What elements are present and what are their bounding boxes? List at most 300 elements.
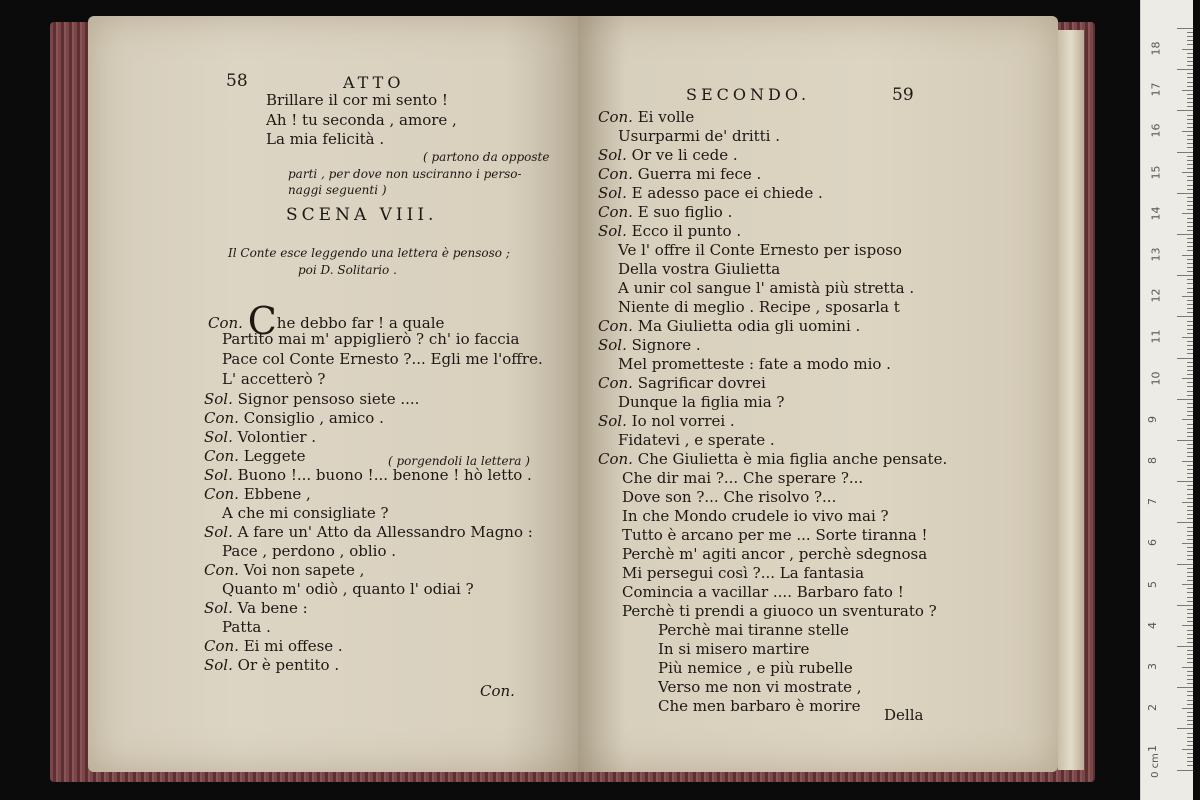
ruler-tick [1187,568,1193,569]
line-text: Sagrificar dovrei [637,374,766,392]
ruler-tick [1187,102,1193,103]
stage-direction: ( partono da opposte [423,150,550,164]
ruler-tick [1187,745,1193,746]
dialogue-line [598,165,761,183]
ruler-tick [1187,424,1193,425]
verse-line: Che men barbaro è morire [658,697,861,715]
speaker-label: Sol. [204,466,233,484]
ruler-number: 3 [1146,663,1159,670]
line-text: Ma Giulietta odia gli uomini . [637,317,861,335]
ruler-tick [1182,625,1193,626]
dialogue-line: Partito mai m' appiglierò ? ch' io faccia [222,330,520,348]
dialogue-line: Quanto m' odiò , quanto l' odiai ? [222,580,474,598]
ruler-tick [1177,605,1193,606]
verse-line: Più nemice , e più rubelle [658,659,853,677]
line-text: E adesso pace ei chiede . [631,184,823,202]
ruler-tick [1187,407,1193,408]
ruler-tick [1182,213,1193,214]
ruler-tick [1187,98,1193,99]
ruler-tick [1187,671,1193,672]
line-text: Or ve li cede . [631,146,738,164]
ruler-tick [1187,218,1193,219]
speaker-label: Sol. [598,222,627,240]
line-text: Ei mi offese . [243,637,343,655]
ruler-tick [1177,481,1193,482]
ruler-tick [1187,452,1193,453]
ruler-tick [1187,650,1193,651]
speaker-label: Sol. [598,336,627,354]
ruler-tick [1187,304,1193,305]
ruler-tick [1187,634,1193,635]
dialogue-line [598,450,947,468]
dialogue-line [204,428,316,446]
ruler-tick [1182,543,1193,544]
ruler-tick [1187,489,1193,490]
dialogue-line [204,447,306,465]
dialogue-line [598,203,732,221]
dialogue-line [598,184,823,202]
ruler-tick [1187,168,1193,169]
speaker-label: Sol. [204,599,233,617]
ruler-tick [1187,143,1193,144]
ruler-tick [1187,695,1193,696]
dialogue-line: Tutto è arcano per me ... Sorte tiranna ! [622,526,928,544]
ruler-tick [1187,73,1193,74]
ruler-tick [1187,386,1193,387]
ruler-tick [1187,757,1193,758]
ruler-tick [1177,440,1193,441]
ruler-tick [1182,172,1193,173]
ruler-tick [1177,152,1193,153]
ruler-tick [1187,271,1193,272]
line-text: Che Giulietta è mia figlia anche pensate. [637,450,948,468]
speaker-label: Con. [598,165,633,183]
speaker-label: Con. [598,450,633,468]
ruler-tick [1187,531,1193,532]
speaker-label: Sol. [204,523,233,541]
line-text: Volontier . [237,428,317,446]
ruler-tick [1187,675,1193,676]
ruler-number: 18 [1149,41,1163,56]
ruler-tick [1187,753,1193,754]
dialogue-line [204,637,343,655]
ruler-tick [1187,597,1193,598]
ruler-tick [1187,539,1193,540]
ruler-tick [1187,382,1193,383]
ruler-tick [1187,180,1193,181]
ruler-tick [1187,292,1193,293]
ruler-tick [1187,135,1193,136]
speaker-label: Con. [204,561,239,579]
line-text: Signor pensoso siete .... [237,390,420,408]
ruler-tick [1187,156,1193,157]
ruler-number: 8 [1146,457,1159,464]
ruler-tick [1187,555,1193,556]
left-page [88,16,578,772]
ruler-tick [1187,527,1193,528]
speaker-label: Sol. [204,390,233,408]
speaker-label: Con. [204,409,239,427]
ruler-tick [1187,279,1193,280]
ruler-tick [1177,110,1193,111]
ruler-tick [1187,263,1193,264]
ruler-tick [1177,234,1193,235]
ruler-tick [1187,333,1193,334]
ruler-tick [1187,370,1193,371]
ruler-tick [1187,86,1193,87]
ruler-tick [1187,119,1193,120]
ruler-number: 7 [1146,498,1159,506]
right-page [578,16,1058,772]
ruler-tick [1187,312,1193,313]
speaker-label: Sol. [598,184,627,202]
speaker-label: Sol. [204,428,233,446]
ruler-tick [1187,123,1193,124]
ruler-tick [1182,419,1193,420]
stage-direction: parti , per dove non usciranno i perso- [288,167,522,181]
ruler-tick [1187,514,1193,515]
dialogue-line [204,390,419,408]
ruler-tick [1187,617,1193,618]
ruler-tick [1187,164,1193,165]
ruler-tick [1187,588,1193,589]
dialogue-line: Fidatevi , e sperate . [618,431,775,449]
line-text: Or è pentito . [237,656,340,674]
dialogue-line: Perchè ti prendi a giuoco un sventurato ? [622,602,937,620]
verse-line: Brillare il cor mi sento ! [266,91,448,109]
ruler-tick [1187,465,1193,466]
speaker-label: Con. [598,317,633,335]
stage-direction: poi D. Solitario . [298,263,397,277]
ruler-tick [1187,65,1193,66]
ruler-tick [1187,683,1193,684]
ruler-tick [1187,77,1193,78]
ruler-tick [1187,506,1193,507]
ruler-tick [1182,337,1193,338]
ruler-tick [1187,716,1193,717]
ruler-tick [1182,584,1193,585]
ruler-tick [1187,283,1193,284]
ruler-tick [1187,613,1193,614]
ruler-tick [1187,353,1193,354]
dialogue-line: Mel prometteste : fate a modo mio . [618,355,891,373]
ruler-tick [1187,230,1193,231]
ruler-number: 13 [1149,247,1163,262]
ruler-tick [1187,765,1193,766]
ruler-tick [1187,572,1193,573]
dialogue-line: Della vostra Giulietta [618,260,781,278]
speaker-label: Sol. [204,656,233,674]
ruler-tick [1187,592,1193,593]
ruler-tick [1187,510,1193,511]
stage-direction: Il Conte esce leggendo una lettera è pensoso ; [228,246,510,260]
ruler-number: 11 [1149,329,1163,344]
line-text: Voi non sapete , [243,561,365,579]
ruler-number: 12 [1149,288,1163,303]
ruler-tick [1187,411,1193,412]
speaker-label: Con. [204,637,239,655]
ruler-tick [1182,749,1193,750]
line-text: Io nol vorrei . [631,412,735,430]
ruler-tick [1187,259,1193,260]
line-text: he debbo far ! a quale [276,314,445,332]
ruler-tick [1187,53,1193,54]
verse-line: Verso me non vi mostrate , [658,678,862,696]
ruler-tick [1187,621,1193,622]
dialogue-line [598,222,741,240]
scene-heading: SCENA VIII. [286,205,438,225]
ruler-tick [1187,325,1193,326]
ruler-tick [1177,193,1193,194]
line-text: Guerra mi fece . [637,165,762,183]
ruler-tick [1177,275,1193,276]
ruler-tick [1187,242,1193,243]
ruler-tick [1187,700,1193,701]
ruler-tick [1187,82,1193,83]
ruler-tick [1187,115,1193,116]
ruler-tick [1187,160,1193,161]
dialogue-line [598,374,766,392]
verse-line: In si misero martire [658,640,810,658]
speaker-label: Con. [598,108,633,126]
dialogue-line: Pace col Conte Ernesto ?... Egli me l'offre. [222,350,543,368]
line-text: Ecco il punto . [631,222,742,240]
verse-line: Perchè mai tiranne stelle [658,621,849,639]
ruler-tick [1187,147,1193,148]
ruler-tick [1187,498,1193,499]
dialogue-line: Comincia a vacillar .... Barbaro fato ! [622,583,904,601]
page-number-right: 59 [892,85,914,105]
ruler-tick [1187,415,1193,416]
ruler-tick [1177,69,1193,70]
ruler-tick [1177,316,1193,317]
ruler-tick [1187,712,1193,713]
ruler-tick [1187,535,1193,536]
ruler-tick [1187,741,1193,742]
ruler-tick [1187,654,1193,655]
ruler-tick [1187,366,1193,367]
dialogue-line [598,412,735,430]
ruler-tick [1177,687,1193,688]
ruler-number: 9 [1146,415,1159,423]
ruler-number: 5 [1146,580,1159,588]
ruler-tick [1187,448,1193,449]
speaker-label: Con. [598,374,633,392]
dialogue-line: Mi persegui così ?... La fantasia [622,564,865,582]
dialogue-line [204,466,532,484]
dialogue-line: L' accetterò ? [222,370,326,388]
verse-line: Ah ! tu seconda , amore , [266,111,457,129]
ruler-number: 6 [1146,539,1159,547]
ruler-number: 1 [1146,745,1159,753]
dialogue-line: In che Mondo crudele io vivo mai ? [622,507,889,525]
catchword: Della [884,706,924,724]
ruler-tick [1187,477,1193,478]
ruler-tick [1187,57,1193,58]
dialogue-line: A che mi consigliate ? [222,504,389,522]
line-text: Signore . [631,336,701,354]
ruler-tick [1182,461,1193,462]
dialogue-line [204,409,384,427]
ruler-number: 4 [1146,621,1159,629]
ruler-tick [1187,288,1193,289]
measuring-ruler [1140,0,1193,800]
ruler-tick [1187,222,1193,223]
ruler-tick [1187,106,1193,107]
speaker-label: Sol. [598,412,627,430]
ruler-tick [1187,580,1193,581]
ruler-tick [1177,728,1193,729]
ruler-tick [1187,547,1193,548]
ruler-tick [1187,679,1193,680]
line-text: Ebbene , [243,485,311,503]
ruler-tick [1187,737,1193,738]
dialogue-line: Dove son ?... Che risolvo ?... [622,488,837,506]
ruler-tick [1187,576,1193,577]
ruler-tick [1182,255,1193,256]
dialogue-line [598,317,860,335]
ruler-tick [1187,246,1193,247]
ruler-tick [1187,374,1193,375]
ruler-number: 14 [1149,206,1163,221]
dialogue-line: Ve l' offre il Conte Ernesto per isposo [618,241,902,259]
ruler-tick [1187,609,1193,610]
ruler-tick [1182,502,1193,503]
drop-cap: C [247,299,277,343]
ruler-tick [1187,733,1193,734]
ruler-tick [1187,638,1193,639]
ruler-tick [1187,250,1193,251]
ruler-tick [1182,708,1193,709]
ruler-tick [1187,444,1193,445]
ruler-tick [1187,40,1193,41]
dialogue-line [598,108,694,126]
ruler-tick [1187,197,1193,198]
ruler-tick [1187,44,1193,45]
line-text: Leggete [243,447,306,465]
line-text: Va bene : [237,599,308,617]
ruler-tick [1182,49,1193,50]
speaker-label: Con. [204,447,239,465]
line-text: E suo figlio . [637,203,733,221]
ruler-tick [1187,395,1193,396]
ruler-tick [1177,28,1193,29]
dialogue-line: A unir col sangue l' amistà più stretta . [618,279,915,297]
dialogue-line: Dunque la figlia mia ? [618,393,785,411]
ruler-tick [1187,308,1193,309]
ruler-number: 15 [1149,165,1163,180]
ruler-tick [1187,403,1193,404]
ruler-tick [1177,646,1193,647]
running-head-left: ATTO [343,73,405,92]
ruler-tick [1187,238,1193,239]
ruler-tick [1182,131,1193,132]
line-text: A fare un' Atto da Allessandro Magno : [237,523,533,541]
ruler-tick [1187,300,1193,301]
dialogue-line: Usurparmi de' dritti . [618,127,781,145]
verse-line: La mia felicità . [266,130,385,148]
line-text: Consiglio , amico . [243,409,384,427]
speaker-label: Con. [208,314,243,332]
ruler-tick [1187,189,1193,190]
dialogue-line [598,146,738,164]
ruler-tick [1187,267,1193,268]
ruler-tick [1177,399,1193,400]
ruler-tick [1187,428,1193,429]
dialogue-line: Che dir mai ?... Che sperare ?... [622,469,864,487]
ruler-tick [1187,321,1193,322]
ruler-tick [1187,691,1193,692]
ruler-tick [1177,564,1193,565]
running-head-right: SECONDO. [686,85,811,104]
ruler-tick [1187,642,1193,643]
ruler-tick [1187,630,1193,631]
ruler-tick [1187,658,1193,659]
ruler-tick [1187,662,1193,663]
ruler-tick [1182,667,1193,668]
ruler-tick [1187,432,1193,433]
ruler-tick [1187,176,1193,177]
stage-direction: ( porgendoli la lettera ) [388,454,530,468]
ruler-tick [1187,720,1193,721]
ruler-tick [1187,209,1193,210]
page-number-left: 58 [226,71,248,91]
ruler-unit-label: 0 cm [1149,753,1161,778]
ruler-tick [1187,349,1193,350]
ruler-tick [1187,485,1193,486]
ruler-tick [1187,551,1193,552]
ruler-tick [1182,90,1193,91]
ruler-tick [1187,494,1193,495]
ruler-tick [1182,296,1193,297]
ruler-tick [1187,391,1193,392]
ruler-number: 16 [1149,123,1163,138]
ruler-tick [1187,345,1193,346]
ruler-tick [1187,201,1193,202]
dialogue-line [204,485,311,503]
ruler-tick [1187,469,1193,470]
ruler-tick [1187,36,1193,37]
dialogue-line [204,656,339,674]
ruler-tick [1187,724,1193,725]
speaker-label: Con. [204,485,239,503]
ruler-tick [1187,436,1193,437]
ruler-tick [1187,61,1193,62]
speaker-label: Con. [598,203,633,221]
catchword: Con. [480,682,515,700]
dialogue-line [598,336,701,354]
ruler-tick [1187,362,1193,363]
dialogue-line [204,599,308,617]
ruler-tick [1187,94,1193,95]
line-text: Ei volle [637,108,695,126]
ruler-number: 2 [1146,704,1159,712]
ruler-tick [1187,601,1193,602]
dialogue-line [204,561,364,579]
ruler-tick [1187,704,1193,705]
ruler-tick [1187,185,1193,186]
page-edges [1058,30,1084,770]
ruler-tick [1177,358,1193,359]
ruler-tick [1182,378,1193,379]
dialogue-line [204,523,533,541]
ruler-tick [1187,456,1193,457]
dialogue-line: Perchè m' agiti ancor , perchè sdegnosa [622,545,928,563]
ruler-tick [1177,522,1193,523]
ruler-tick [1187,329,1193,330]
dialogue-line: Patta . [222,618,271,636]
ruler-tick [1187,559,1193,560]
